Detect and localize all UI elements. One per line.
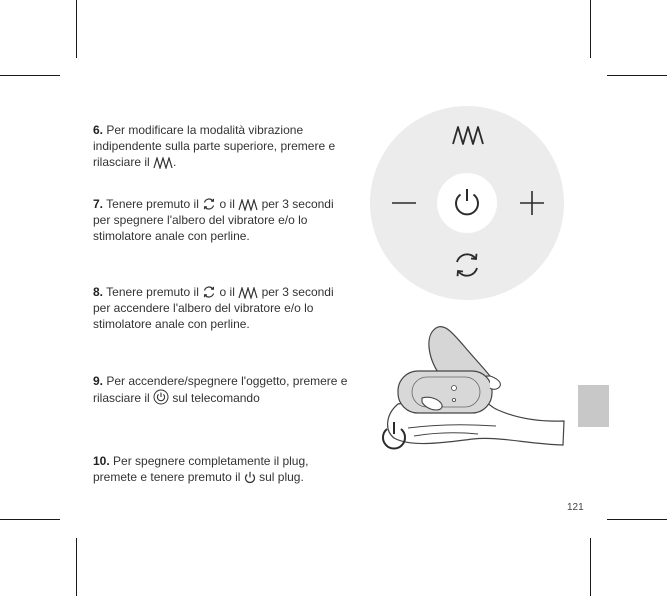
instruction-6 <box>93 122 353 170</box>
crop-mark <box>590 538 591 596</box>
crop-mark <box>0 519 60 520</box>
plus-icon <box>520 191 544 215</box>
step-text: per 3 secondi per accendere l'albero del vibratore e/o lo stimolatore anale con perline. <box>93 285 334 331</box>
crop-mark <box>0 75 60 76</box>
power-icon <box>453 187 481 217</box>
instruction-7 <box>93 196 353 244</box>
page-number: 121 <box>567 502 584 513</box>
minus-icon <box>392 202 416 204</box>
power-icon <box>244 471 256 484</box>
step-text: sul telecomando <box>172 391 260 405</box>
wave-icon <box>238 199 258 211</box>
section-tab <box>578 385 609 427</box>
step-number: 8. <box>93 285 104 299</box>
crop-mark <box>607 75 667 76</box>
step-number: 9. <box>93 374 104 388</box>
instruction-10 <box>93 453 355 485</box>
crop-mark <box>76 538 77 596</box>
step-text: . <box>173 155 177 169</box>
step-text: Tenere premuto il <box>106 285 199 299</box>
step-text: Per accendere/spegnere l'oggetto, premere e rilasciare il <box>93 374 348 405</box>
step-text: o il <box>219 285 235 299</box>
crop-mark <box>76 0 77 58</box>
instruction-9 <box>93 373 353 406</box>
remote-control <box>370 106 564 300</box>
hand-plug-illustration <box>378 318 568 463</box>
wave-icon <box>153 157 173 169</box>
power-circle-icon <box>153 389 169 405</box>
crop-mark <box>590 0 591 58</box>
step-text: Tenere premuto il <box>106 197 199 211</box>
cycle-icon <box>202 197 216 211</box>
step-text: sul plug. <box>259 470 304 484</box>
step-text: per 3 secondi per spegnere l'albero del vibratore e/o lo stimolatore anale con perline. <box>93 197 334 243</box>
instruction-8 <box>93 284 353 332</box>
crop-mark <box>607 519 667 520</box>
wave-icon <box>451 124 485 146</box>
step-text: Per modificare la modalità vibrazione indipendente sulla parte superiore, premere e rilasciare il <box>93 123 336 169</box>
step-number: 6. <box>93 123 104 137</box>
wave-icon <box>238 287 258 299</box>
cycle-icon <box>452 250 482 280</box>
step-text: o il <box>219 197 235 211</box>
cycle-icon <box>202 285 216 299</box>
step-text: Per spegnere completamente il plug, premete e tenere premuto il <box>93 454 309 484</box>
step-number: 10. <box>93 454 110 468</box>
step-number: 7. <box>93 197 104 211</box>
